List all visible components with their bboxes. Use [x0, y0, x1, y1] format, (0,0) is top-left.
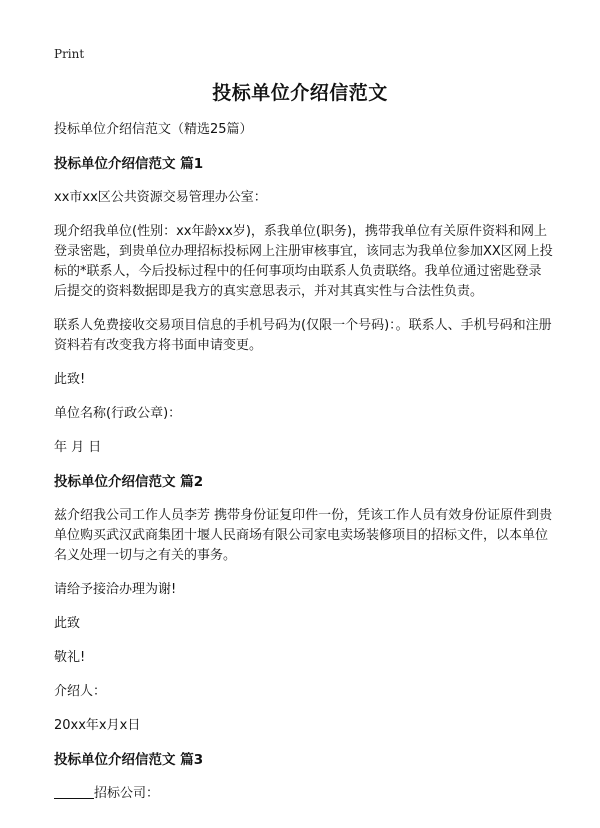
- addressee-text: 招标公司：: [94, 786, 160, 801]
- section-heading-3: 投标单位介绍信范文 篇3: [54, 752, 204, 768]
- signature-line: 单位名称(行政公章)：: [54, 406, 182, 421]
- fill-in-blank: [54, 784, 94, 799]
- date-line: 年 月 日: [54, 440, 102, 455]
- closing-line: 敬礼!: [54, 650, 86, 665]
- document-subtitle: 投标单位介绍信范文（精选25篇）: [54, 122, 253, 137]
- document-body: [54, 120, 554, 818]
- closing-line: 此致!: [54, 372, 86, 387]
- print-link[interactable]: Print: [54, 47, 85, 61]
- body-paragraph: 现介绍我单位(性别：xx年龄xx岁)，系我单位(职务)，携带我单位有关原件资料和网上登录密匙，到贵单位办理招标投标网上注册审核事宜，该同志为我单位参加XX区网上投标的*联系人，今后投标过程中的任何事项均由联系人负责联络。我单位通过密匙登录后提交的资料数据即是我方的真实意思表示，并对其真实性与合法性负责。: [54, 224, 553, 299]
- body-paragraph: 兹介绍我公司工作人员李芳 携带身份证复印件一份，凭该工作人员有效身份证原件到贵单位购买武汉武商集团十堰人民商场有限公司家电卖场装修项目的招标文件，以本单位名义处理一切与之有关的事务。: [54, 508, 553, 563]
- signature-line: 介绍人：: [54, 684, 107, 699]
- body-paragraph: 联系人免费接收交易项目信息的手机号码为(仅限一个号码)：。联系人、手机号码和注册资料若有改变我方将书面申请变更。: [54, 318, 552, 353]
- request-line: 请给予接洽办理为谢!: [54, 582, 177, 597]
- closing-line: 此致: [54, 616, 81, 631]
- salutation: xx市xx区公共资源交易管理办公室：: [54, 190, 267, 205]
- page-title: 投标单位介绍信范文: [212, 82, 388, 104]
- addressee-line: [54, 784, 554, 804]
- section-heading-1: 投标单位介绍信范文 篇1: [54, 156, 204, 172]
- section-heading-2: 投标单位介绍信范文 篇2: [54, 474, 204, 490]
- date-line: 20xx年x月x日: [54, 718, 141, 733]
